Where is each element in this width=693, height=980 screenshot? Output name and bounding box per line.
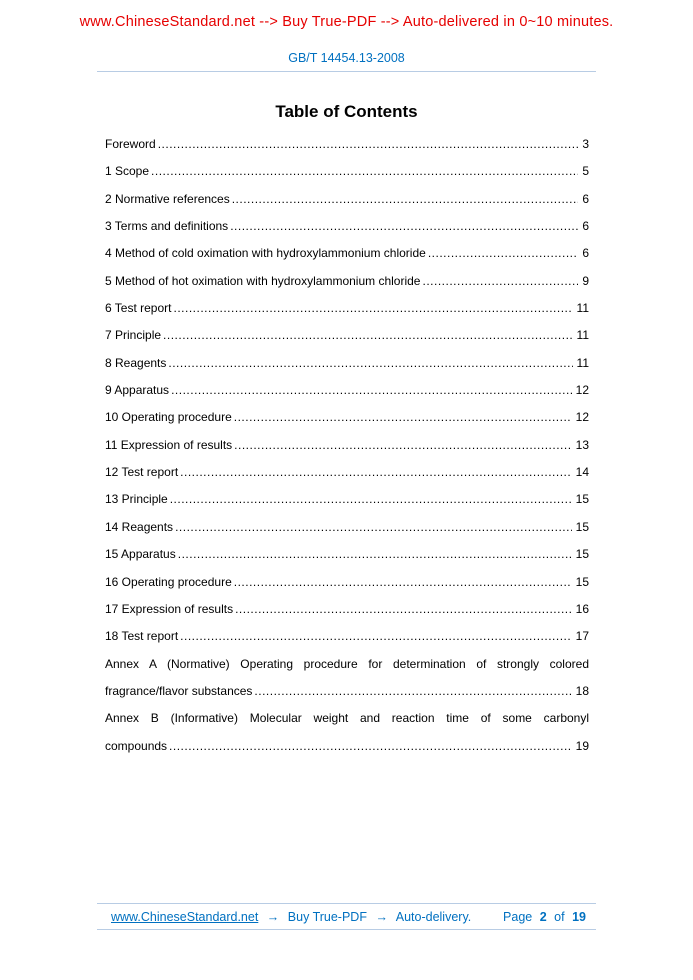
- promo-banner-link[interactable]: www.ChineseStandard.net --> Buy True-PDF --> Auto-delivered in 0~10 minutes.: [79, 14, 614, 30]
- page-current: 2: [539, 909, 547, 924]
- toc-leader-dots: [171, 377, 572, 404]
- toc-entry-page: 3: [582, 137, 589, 151]
- toc-entry-page: 15: [575, 492, 589, 507]
- footer-row: [97, 904, 596, 929]
- toc-entry[interactable]: [105, 404, 589, 431]
- toc-entry-page: 17: [575, 629, 589, 644]
- toc-entry-label: 18 Test report: [105, 629, 179, 644]
- toc-entry[interactable]: [105, 623, 589, 650]
- toc-entry-label: 14 Reagents: [105, 519, 174, 534]
- toc-entry-label: 5 Method of hot oximation with hydroxylammonium chloride: [105, 273, 421, 288]
- table-of-contents: [105, 131, 589, 760]
- toc-leader-dots: [168, 350, 572, 377]
- toc-entry-page: 12: [575, 410, 589, 425]
- toc-leader-dots: [232, 186, 579, 213]
- toc-entry-label: 12 Test report: [105, 465, 179, 480]
- toc-entry[interactable]: [105, 186, 589, 213]
- toc-entry-page: 15: [575, 574, 589, 589]
- toc-entry-page: 5: [582, 164, 589, 179]
- toc-entry-page: 11: [576, 301, 589, 316]
- toc-entry-page: 12: [575, 383, 589, 398]
- toc-entry-page: 6: [582, 219, 589, 234]
- toc-entry-label: fragrance/flavor substances: [105, 683, 253, 698]
- toc-entry[interactable]: [105, 213, 589, 240]
- toc-entry[interactable]: [105, 541, 589, 568]
- page-indicator: [499, 910, 586, 924]
- toc-entry[interactable]: [105, 514, 589, 541]
- toc-entry[interactable]: [105, 295, 589, 322]
- toc-entry[interactable]: [105, 240, 589, 267]
- toc-leader-dots: [180, 623, 571, 650]
- toc-entry-page: 16: [575, 601, 589, 616]
- toc-leader-dots: [254, 678, 571, 705]
- toc-leader-dots: [169, 733, 572, 760]
- toc-entry-label: 11 Expression of results: [105, 437, 233, 452]
- toc-leader-dots: [163, 322, 573, 349]
- page-title: Table of Contents: [275, 102, 418, 121]
- toc-entry-label: 4 Method of cold oximation with hydroxylammonium chloride: [105, 246, 426, 261]
- toc-entry[interactable]: [105, 596, 589, 623]
- header-divider: [97, 71, 596, 72]
- toc-entry-label: 16 Operating procedure: [105, 574, 232, 589]
- standard-number: GB/T 14454.13-2008: [288, 51, 405, 65]
- footer-delivery-text: Auto-delivery.: [395, 909, 472, 924]
- toc-entry[interactable]: [105, 377, 589, 404]
- footer: [97, 903, 596, 930]
- toc-entry-page: 15: [575, 519, 589, 534]
- page-word: Page: [503, 909, 533, 924]
- toc-entry-label: 15 Apparatus: [105, 547, 176, 562]
- toc-entry-label: 13 Principle: [105, 492, 168, 507]
- toc-entry-page: 9: [582, 273, 589, 288]
- toc-entry-label: Foreword: [105, 137, 156, 151]
- toc-leader-dots: [173, 295, 572, 322]
- toc-leader-dots: [422, 268, 578, 295]
- toc-leader-dots: [180, 459, 571, 486]
- toc-entry-label: 9 Apparatus: [105, 383, 170, 398]
- toc-entry-label: 2 Normative references: [105, 191, 230, 206]
- toc-entry-label: 1 Scope: [105, 164, 150, 179]
- toc-leader-dots: [234, 432, 571, 459]
- toc-entry[interactable]: [105, 569, 589, 596]
- toc-entry-label: 6 Test report: [105, 301, 172, 316]
- toc-entry-label: 17 Expression of results: [105, 601, 234, 616]
- toc-entry-page: 13: [575, 437, 589, 452]
- footer-buy-text: Buy True-PDF: [287, 909, 367, 924]
- toc-entry[interactable]: [105, 322, 589, 349]
- toc-entry-page: 6: [582, 246, 589, 261]
- footer-links: [111, 910, 471, 924]
- footer-site-link[interactable]: www.ChineseStandard.net: [111, 909, 259, 924]
- toc-entry[interactable]: [105, 268, 589, 295]
- toc-leader-dots: [151, 158, 578, 185]
- toc-entry-page: 14: [575, 465, 589, 480]
- toc-leader-dots: [234, 404, 572, 431]
- toc-leader-dots: [428, 240, 579, 267]
- toc-entry[interactable]: [105, 158, 589, 185]
- toc-entry[interactable]: [105, 350, 589, 377]
- toc-entry-page: 19: [575, 738, 589, 753]
- toc-entry[interactable]: [105, 678, 589, 705]
- arrow-right-icon: →: [266, 909, 280, 924]
- toc-entry-page: 6: [582, 191, 589, 206]
- toc-leader-dots: [178, 541, 572, 568]
- toc-entry-label: compounds: [105, 738, 168, 753]
- page-total: 19: [572, 909, 586, 924]
- toc-leader-dots: [175, 514, 572, 541]
- toc-entry[interactable]: [105, 432, 589, 459]
- toc-entry[interactable]: [105, 459, 589, 486]
- toc-entry[interactable]: [105, 131, 589, 158]
- arrow-right-icon: →: [375, 909, 388, 924]
- toc-leader-dots: [235, 596, 572, 623]
- toc-leader-dots: [230, 213, 578, 240]
- toc-entry-page: 15: [575, 547, 589, 562]
- toc-entry[interactable]: [105, 733, 589, 760]
- toc-leader-dots: [234, 569, 572, 596]
- footer-divider-bottom: [97, 929, 596, 930]
- toc-entry-continued: Annex A (Normative) Operating procedure for determination of strongly colored: [105, 656, 589, 671]
- toc-entry-page: 11: [576, 328, 589, 343]
- toc-entry-label: 3 Terms and definitions: [105, 219, 229, 234]
- toc-entry-continued: Annex B (Informative) Molecular weight and reaction time of some carbonyl: [105, 711, 589, 726]
- toc-leader-dots: [158, 131, 579, 158]
- toc-entry-label: 7 Principle: [105, 328, 162, 343]
- toc-entry-page: 18: [575, 683, 589, 698]
- toc-entry[interactable]: [105, 486, 589, 513]
- toc-leader-dots: [170, 486, 572, 513]
- toc-entry-page: 11: [576, 355, 589, 370]
- toc-entry-label: 8 Reagents: [105, 355, 167, 370]
- of-word: of: [554, 909, 565, 924]
- toc-entry-label: 10 Operating procedure: [105, 410, 232, 425]
